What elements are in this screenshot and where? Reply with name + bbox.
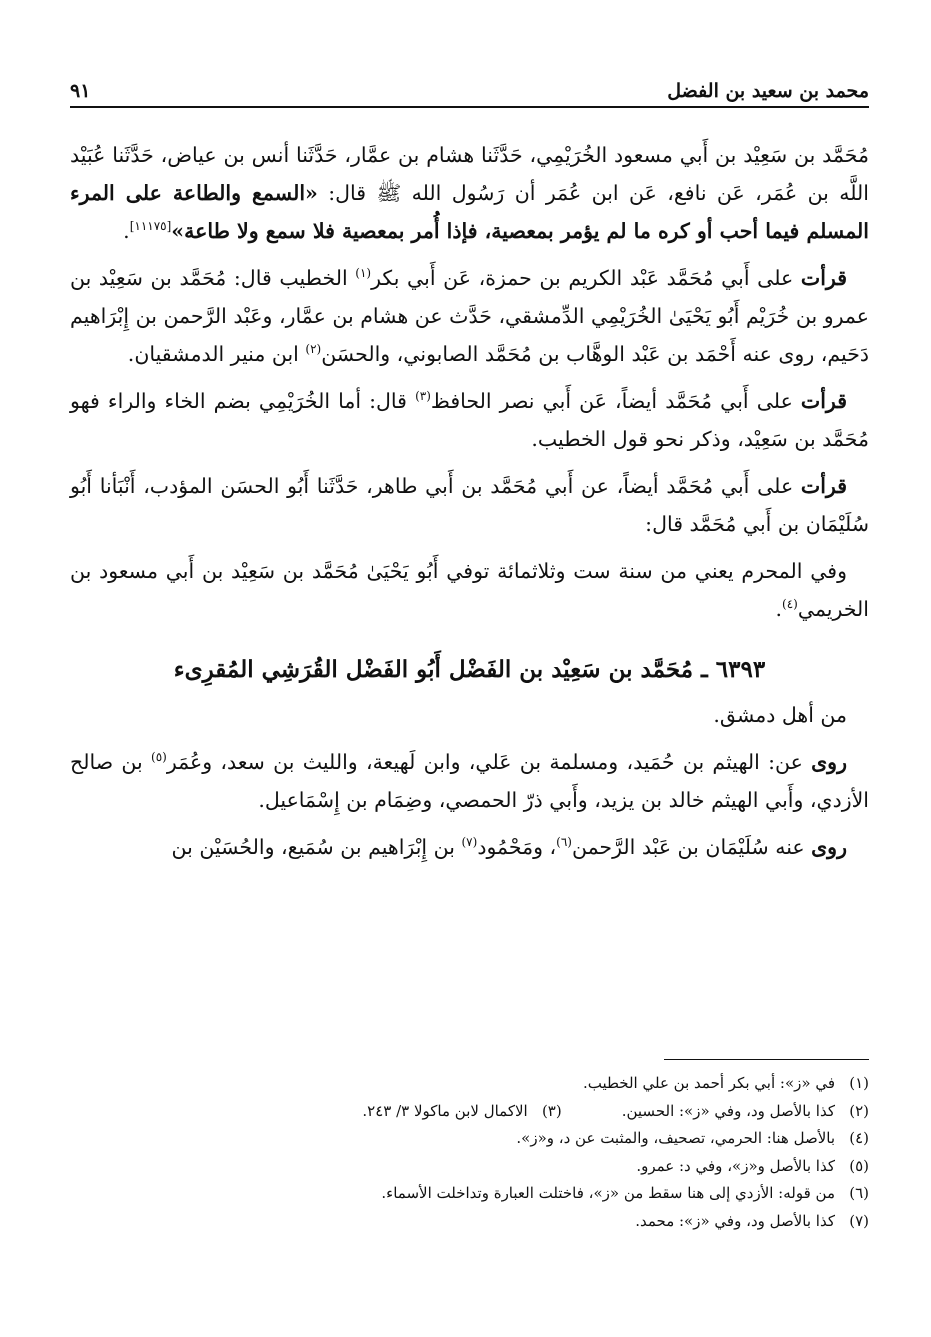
paragraph-hadith: [70, 136, 869, 250]
footnote-marker-4[interactable]: (٤): [782, 597, 798, 612]
running-header: [70, 62, 869, 108]
paragraph-text: عن: الهيثم بن حُمَيد، ومسلمة بن عَلي، وابن لَهيعة، والليث بن سعد، وعُمَر: [166, 750, 812, 774]
footnote-text: كذا بالأصل و«ز»، وفي د: عمرو.: [636, 1156, 835, 1175]
entry-heading: ٦٣٩٣ ـ مُحَمَّد بن سَعِيْد بن الفَضْل أَبُو الفَضْل القُرَشِي المُقرِىء: [173, 656, 766, 683]
footnote-marker-6[interactable]: (٦): [556, 835, 572, 850]
footnotes: [70, 1070, 869, 1235]
footnote-number: (٥): [849, 1156, 869, 1175]
paragraph-text: ابن منير الدمشقيان.: [127, 342, 306, 366]
paragraph-lead: قرأت: [800, 389, 847, 413]
paragraph-text: بن صالح الأزدي، وأَبي الهيثم خالد بن يزيد، وأَبي ذرّ الحمصي، وضِمَام بن إِسْمَاعيل.: [70, 750, 869, 812]
footnote-divider: [664, 1059, 869, 1060]
paragraph-text: وفي المحرم يعني من سنة ست وثلاثمائة توفي أَبُو يَحْيَىٰ مُحَمَّد بن سَعِيْد بن أَبي مسعود بن الخريمي: [70, 559, 869, 621]
footnote: [70, 1180, 869, 1208]
page-number: ٩١: [70, 80, 91, 102]
footnote-number: (٧): [849, 1211, 869, 1230]
paragraph-text: ، ومَحْمُود: [477, 835, 557, 859]
paragraph-qarat-1: [70, 259, 869, 373]
footnote-row: [70, 1098, 869, 1126]
paragraph-text: على أَبي مُحَمَّد عَبْد الكريم بن حمزة، عَن أَبي بكر: [371, 266, 801, 290]
header-title: محمد بن سعيد بن الفضل: [667, 80, 869, 102]
paragraph-rawa-anhu: [70, 828, 869, 866]
footnote: [70, 1070, 869, 1098]
hadith-quote: «السمع والطاعة على المرء المسلم فيما أحب أو كره ما لم يؤمر بمعصية، فإذا أُمر بمعصية فلا سمع ولا طاعة»: [70, 181, 869, 243]
footnote-text: بالأصل هنا: الحرمي، تصحيف، والمثبت عن د، و«ز».: [516, 1129, 835, 1147]
paragraph-death-date: [70, 552, 869, 628]
paragraph-text: بن إِبْرَاهيم بن سُمَيع، والحُسَيْن بن: [171, 835, 462, 859]
paragraph-text: على أَبي مُحَمَّد أيضاً، عَن أَبي نصر الحافظ: [430, 389, 801, 413]
footnote-number: (٤): [849, 1129, 869, 1147]
paragraph-qarat-3: [70, 467, 869, 543]
footnote-marker-1[interactable]: (١): [355, 266, 372, 281]
footnote-text: في «ز»: أبي بكر أحمد بن علي الخطيب.: [582, 1074, 835, 1092]
paragraph-lead: روى: [811, 750, 847, 774]
footnote-number: (٣): [541, 1101, 562, 1120]
footnote: [70, 1153, 869, 1181]
paragraph-tail: .: [123, 219, 130, 243]
paragraph-lead: قرأت: [800, 266, 847, 290]
paragraph-lead: قرأت: [800, 474, 847, 498]
footnote-number: (١): [849, 1074, 869, 1092]
paragraph-lead: روى: [811, 835, 847, 859]
hadith-reference: [١١١٧٥]: [129, 219, 172, 234]
footnote-text: الاكمال لابن ماكولا ٣/ ٢٤٣.: [362, 1101, 528, 1120]
footnote-text: كذا بالأصل ود، وفي «ز»: الحسين.: [621, 1101, 835, 1120]
footnote-text: كذا بالأصل ود، وفي «ز»: محمد.: [635, 1211, 835, 1230]
footnote-text: من قوله: الأزدي إلى هنا سقط من «ز»، فاختلت العبارة وتداخلت الأسماء.: [381, 1184, 835, 1202]
footnote-number: (٢): [849, 1101, 869, 1120]
paragraph-origin: [70, 696, 869, 734]
paragraph-text: على أَبي مُحَمَّد أيضاً، عن أَبي مُحَمَّد بن أَبي طاهر، حَدَّثَنا أَبُو الحسَن المؤدب، أَنْبَأنا أَبُو سُلَيْمَان بن أَبي مُحَمَّد قال:: [70, 474, 869, 536]
paragraph-text: الخطيب قال: مُحَمَّد بن سَعِيْد بن عمرو بن خُرَيْم أَبُو يَحْيَىٰ الخُرَيْمِي الدِّمشقي، حَدَّث عن هشام بن عمَّار، وعَبْد الرَّحمن بن إِبْرَاهيم دَحَيم، روى عنه أَحْمَد بن عَبْد الوهَّاب بن مُحَمَّد الصابوني، والحسَن: [70, 266, 869, 366]
paragraph-tail: .: [775, 597, 783, 621]
paragraph-rawa-an: [70, 743, 869, 819]
footnote-marker-2[interactable]: (٢): [305, 342, 322, 357]
paragraph-qarat-2: [70, 382, 869, 458]
footnote-number: (٦): [849, 1184, 869, 1202]
paragraph-text: عنه سُلَيْمَان بن عَبْد الرَّحمن: [571, 835, 812, 859]
paragraph-text: قال: أما الخُرَيْمِي بضم الخاء والراء فهو مُحَمَّد بن سَعِيْد، وذكر نحو قول الخطيب.: [70, 389, 869, 451]
footnote-marker-7[interactable]: (٧): [461, 835, 478, 850]
footnote-marker-5[interactable]: (٥): [151, 750, 167, 765]
paragraph-text: من أهل دمشق.: [713, 703, 847, 727]
footnote: [70, 1208, 869, 1236]
footnote-marker-3[interactable]: (٣): [415, 389, 431, 404]
paragraph-text: مُحَمَّد بن سَعِيْد بن أَبي مسعود الخُرَيْمِي، حَدَّثَنا هشام بن عمَّار، حَدَّثَنا أنس بن عياض، حَدَّثَنا عُبَيْد اللَّه بن عُمَر، عَن نافع، عَن ابن عُمَر أن رَسُول الله ﷺ قال:: [70, 143, 869, 205]
footnote: [622, 1098, 869, 1126]
main-text: [70, 136, 869, 875]
footnote: [70, 1125, 869, 1153]
footnote: [362, 1098, 561, 1126]
